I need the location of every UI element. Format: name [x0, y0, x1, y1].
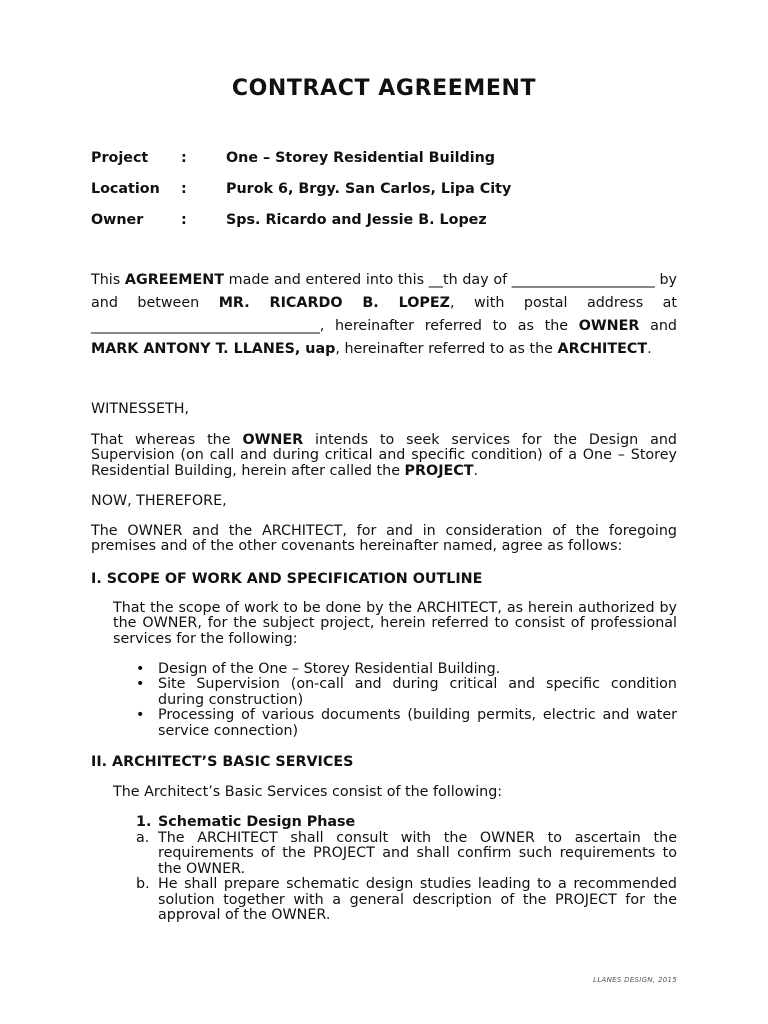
meta-row-project	[91, 149, 495, 167]
agreement-text: and	[639, 318, 677, 334]
scope-bullet-list	[136, 662, 677, 739]
meta-separator: :	[181, 181, 187, 197]
bullet-icon: •	[136, 676, 145, 693]
bullet-icon: •	[136, 707, 145, 724]
agreement-text: , with postal address at ________________________________, hereinafter referred to as the	[91, 295, 677, 334]
consideration-paragraph: The OWNER and the ARCHITECT, for and in consideration of the foregoing premises and of the other covenants hereinafter named, agree as follows:	[91, 523, 677, 555]
whereas-text: intends to seek services for the Design and Supervision (on call and during critical and specific condition) of a One – Storey Residential Building, herein after called the	[91, 432, 677, 479]
list-item	[136, 677, 677, 708]
owner-term: OWNER	[578, 318, 640, 334]
meta-row-location	[91, 180, 511, 198]
meta-value: Purok 6, Brgy. San Carlos, Lipa City	[226, 181, 512, 197]
list-item-text: Processing of various documents (building permits, electric and water service connection)	[158, 707, 677, 739]
section-2-heading: II. ARCHITECT’S BASIC SERVICES	[91, 754, 354, 770]
whereas-text: .	[473, 462, 479, 479]
agreement-paragraph	[91, 269, 677, 361]
list-item-text: Design of the One – Storey Residential Building.	[158, 661, 501, 677]
whereas-paragraph	[91, 433, 677, 479]
phase-item-list	[136, 831, 677, 923]
list-item	[136, 708, 677, 739]
phase-title: Schematic Design Phase	[158, 814, 356, 830]
meta-separator: :	[181, 150, 187, 166]
meta-key: Owner	[91, 212, 144, 228]
list-item-text: The ARCHITECT shall consult with the OWNER to ascertain the requirements of the PROJECT and shall confirm such requirements to the OWNER.	[158, 830, 677, 877]
meta-separator: :	[181, 212, 187, 228]
list-item-text: Site Supervision (on-call and during critical and specific condition during construction)	[158, 676, 677, 708]
whereas-text: That whereas the	[91, 432, 243, 448]
owner-name: MR. RICARDO B. LOPEZ	[218, 295, 451, 311]
section-1-heading: I. SCOPE OF WORK AND SPECIFICATION OUTLINE	[91, 571, 483, 587]
item-letter: b.	[136, 876, 150, 893]
now-therefore-line: NOW, THEREFORE,	[91, 493, 227, 509]
list-item	[136, 877, 677, 923]
agreement-text: made and entered into this __th day of ____________________ by and between	[91, 272, 677, 311]
witnesseth-line: WITNESSETH,	[91, 401, 190, 417]
meta-value: Sps. Ricardo and Jessie B. Lopez	[226, 212, 487, 228]
phase-heading	[136, 815, 677, 830]
meta-row-owner	[91, 211, 487, 229]
list-item-text: He shall prepare schematic design studies leading to a recommended solution together with a general description of the PROJECT for the approval of the OWNER.	[158, 876, 677, 924]
phase-number: 1.	[136, 814, 152, 830]
owner-term: OWNER	[242, 432, 304, 448]
architect-term: ARCHITECT	[557, 341, 648, 357]
list-item	[136, 662, 677, 677]
meta-key: Location	[91, 181, 160, 197]
agreement-bold-term: AGREEMENT	[124, 272, 224, 288]
meta-key: Project	[91, 150, 149, 166]
architect-name: MARK ANTONY T. LLANES, uap	[91, 341, 336, 357]
agreement-text: .	[647, 341, 652, 357]
agreement-text: , hereinafter referred to as the	[335, 341, 558, 357]
agreement-text: This	[91, 272, 125, 288]
page-footer: LLANES DESIGN, 2015	[593, 976, 677, 984]
section-1-intro: That the scope of work to be done by the ARCHITECT, as herein authorized by the OWNER, for the subject project, herein referred to consist of professional services for the following:	[113, 600, 677, 647]
meta-value: One – Storey Residential Building	[226, 150, 496, 166]
project-term: PROJECT	[404, 462, 474, 479]
page-title: CONTRACT AGREEMENT	[231, 76, 537, 101]
list-item	[136, 831, 677, 877]
bullet-icon: •	[136, 661, 145, 677]
section-2-intro: The Architect’s Basic Services consist of the following:	[113, 784, 503, 800]
item-letter: a.	[136, 830, 150, 846]
